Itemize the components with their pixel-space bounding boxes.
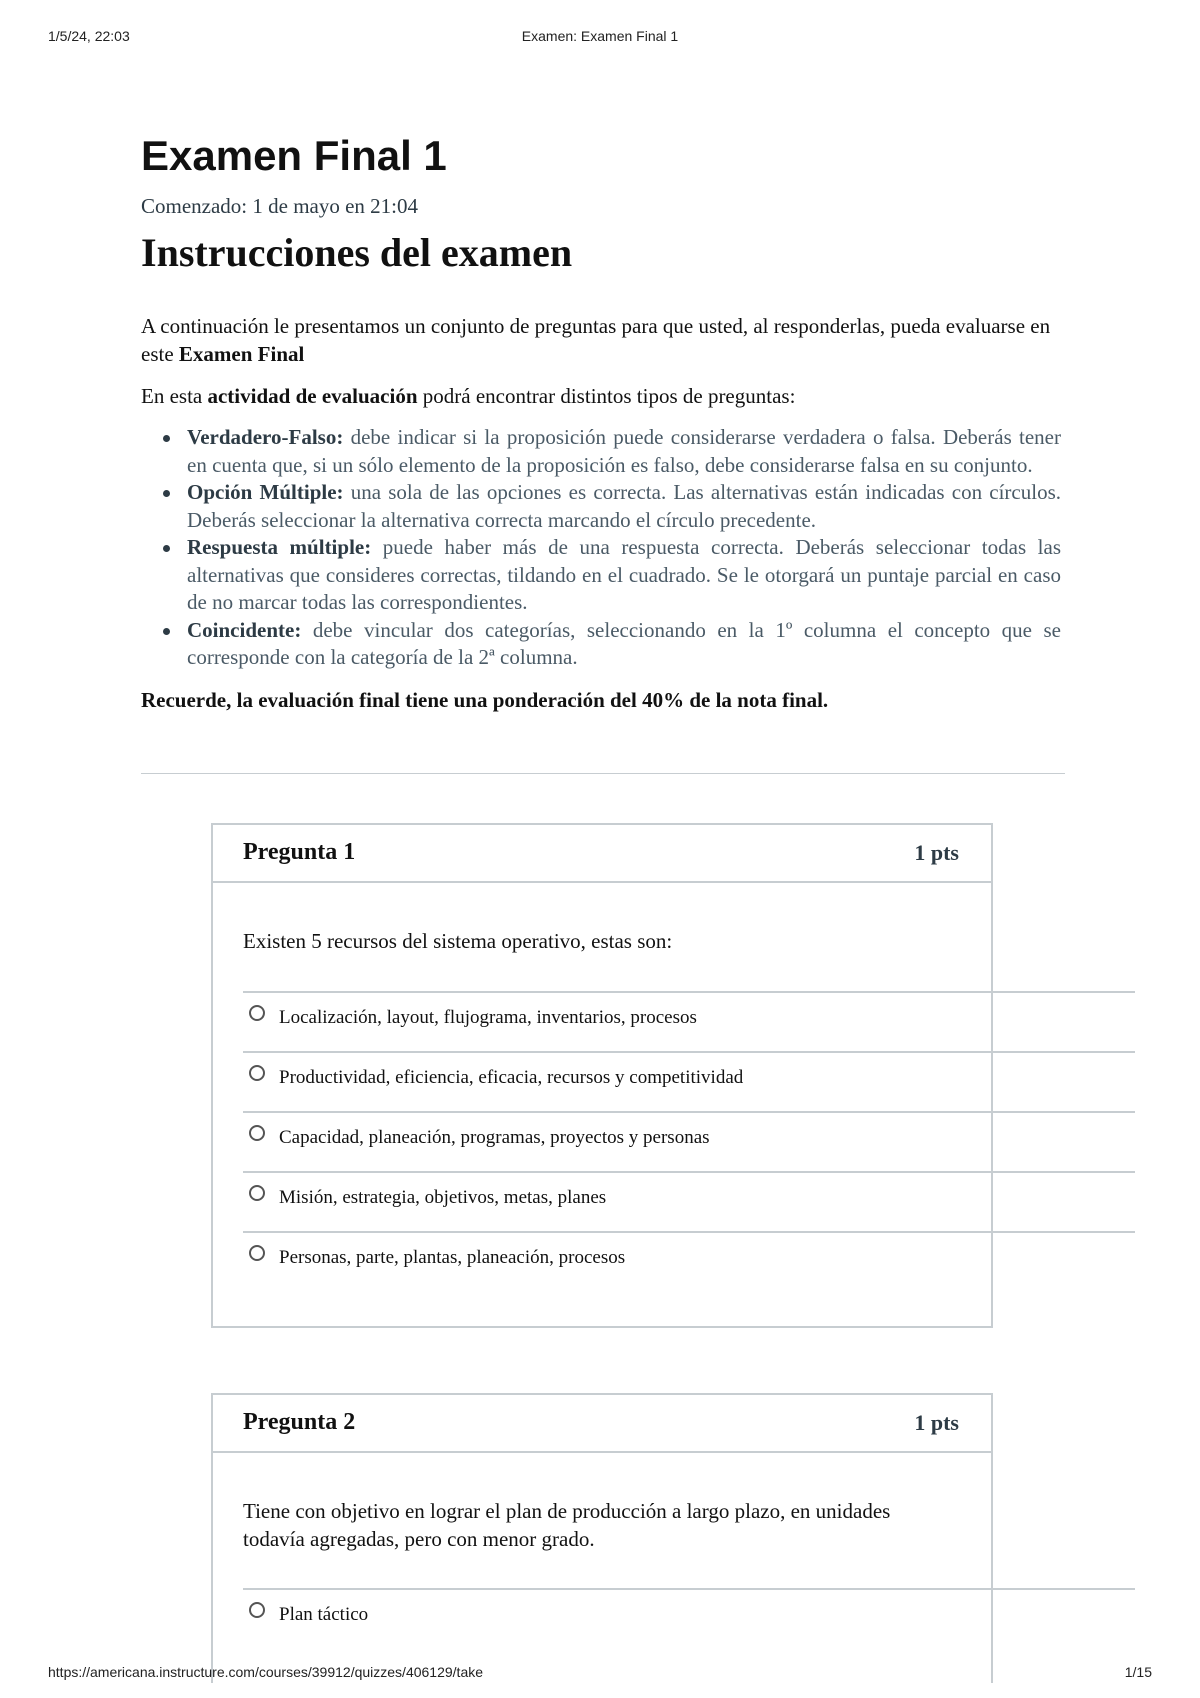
question-text: Existen 5 recursos del sistema operativo, estas son: xyxy=(243,929,673,953)
radio-button[interactable] xyxy=(249,1125,265,1141)
answer-option[interactable] xyxy=(243,1051,1135,1111)
question-types-list xyxy=(141,424,1061,672)
radio-button[interactable] xyxy=(249,1005,265,1021)
type-term: Respuesta múltiple: xyxy=(187,535,372,559)
started-timestamp: Comenzado: 1 de mayo en 21:04 xyxy=(141,194,419,218)
print-footer xyxy=(48,1664,1152,1684)
answer-option[interactable] xyxy=(243,1171,1135,1231)
list-item xyxy=(187,424,1061,479)
type-desc: una sola de las opciones es correcta. Las alternativas están indicadas con círculos. Deberás seleccionar la alternativa correcta marcando el círculo precedente. xyxy=(187,480,1061,532)
type-term: Coincidente: xyxy=(187,617,302,642)
question-1 xyxy=(211,823,993,1328)
page-title: Examen Final 1 xyxy=(141,132,447,179)
type-term: Opción Múltiple: xyxy=(187,480,344,504)
print-title: Examen: Examen Final 1 xyxy=(521,28,679,44)
question-header xyxy=(213,825,991,883)
instructions-title: Instrucciones del examen xyxy=(141,230,573,275)
answer-option[interactable] xyxy=(243,991,1135,1051)
type-desc: debe indicar si la proposición puede considerarse verdadera o falsa. Deberás tener en cuenta que, si un sólo elemento de la proposición es falso, debe considerarse falsa en su conjunto. xyxy=(187,425,1061,477)
radio-button[interactable] xyxy=(249,1245,265,1261)
answer-label: Productividad, eficiencia, eficacia, recursos y competitividad xyxy=(279,1067,744,1088)
intro-bold: Examen Final xyxy=(178,342,305,366)
print-header xyxy=(48,28,1152,48)
type-desc: debe vincular dos categorías, seleccionando en la 1º columna el concepto que se corresponde con la categoría de la 2ª columna. xyxy=(187,617,1061,669)
types-prefix: En esta xyxy=(141,384,208,408)
print-page-number: 1/15 xyxy=(1124,1664,1152,1680)
question-points: 1 pts xyxy=(914,1410,959,1435)
answer-label: Personas, parte, plantas, planeación, procesos xyxy=(279,1247,626,1268)
answer-option[interactable] xyxy=(243,1231,1135,1291)
radio-button[interactable] xyxy=(249,1185,265,1201)
answer-list xyxy=(243,991,1135,1291)
answer-label: Misión, estrategia, objetivos, metas, planes xyxy=(279,1187,607,1208)
question-name: Pregunta 2 xyxy=(243,1409,356,1435)
answer-label: Localización, layout, flujograma, inventarios, procesos xyxy=(279,1007,697,1028)
answer-label: Plan táctico xyxy=(279,1604,369,1625)
intro-text: A continuación le presentamos un conjunto de preguntas para que usted, al responderlas, pueda evaluarse en este xyxy=(141,314,1051,366)
print-datetime: 1/5/24, 22:03 xyxy=(48,28,130,44)
types-intro xyxy=(141,382,1061,410)
list-item xyxy=(187,534,1061,617)
answer-label: Capacidad, planeación, programas, proyectos y personas xyxy=(279,1127,710,1148)
answer-list xyxy=(243,1588,1135,1648)
instructions-body xyxy=(141,312,1061,714)
quiz-content xyxy=(141,128,1069,728)
question-2 xyxy=(211,1393,993,1683)
radio-button[interactable] xyxy=(249,1602,265,1618)
question-text: Tiene con objetivo en lograr el plan de producción a largo plazo, en unidades todavía agregadas, pero con menor grado. xyxy=(243,1499,891,1551)
divider xyxy=(141,773,1065,774)
type-desc: puede haber más de una respuesta correcta. Deberás seleccionar todas las alternativas que consideres correctas, tildando en el cuadrado. Se le otorgará un puntaje parcial en caso de no marcar todas las correspondientes. xyxy=(187,535,1062,614)
list-item xyxy=(187,617,1061,672)
question-name: Pregunta 1 xyxy=(243,839,356,865)
print-url: https://americana.instructure.com/courses/39912/quizzes/406129/take xyxy=(48,1664,484,1680)
types-suffix: podrá encontrar distintos tipos de preguntas: xyxy=(417,384,796,408)
list-item xyxy=(187,479,1061,534)
instructions-intro xyxy=(141,312,1061,368)
grade-weight-reminder: Recuerde, la evaluación final tiene una ponderación del 40% de la nota final. xyxy=(141,687,829,712)
radio-button[interactable] xyxy=(249,1065,265,1081)
question-header xyxy=(213,1395,991,1453)
question-points: 1 pts xyxy=(914,840,959,865)
answer-option[interactable] xyxy=(243,1111,1135,1171)
types-bold: actividad de evaluación xyxy=(207,384,418,408)
type-term: Verdadero-Falso: xyxy=(187,425,344,449)
answer-option[interactable] xyxy=(243,1588,1135,1648)
